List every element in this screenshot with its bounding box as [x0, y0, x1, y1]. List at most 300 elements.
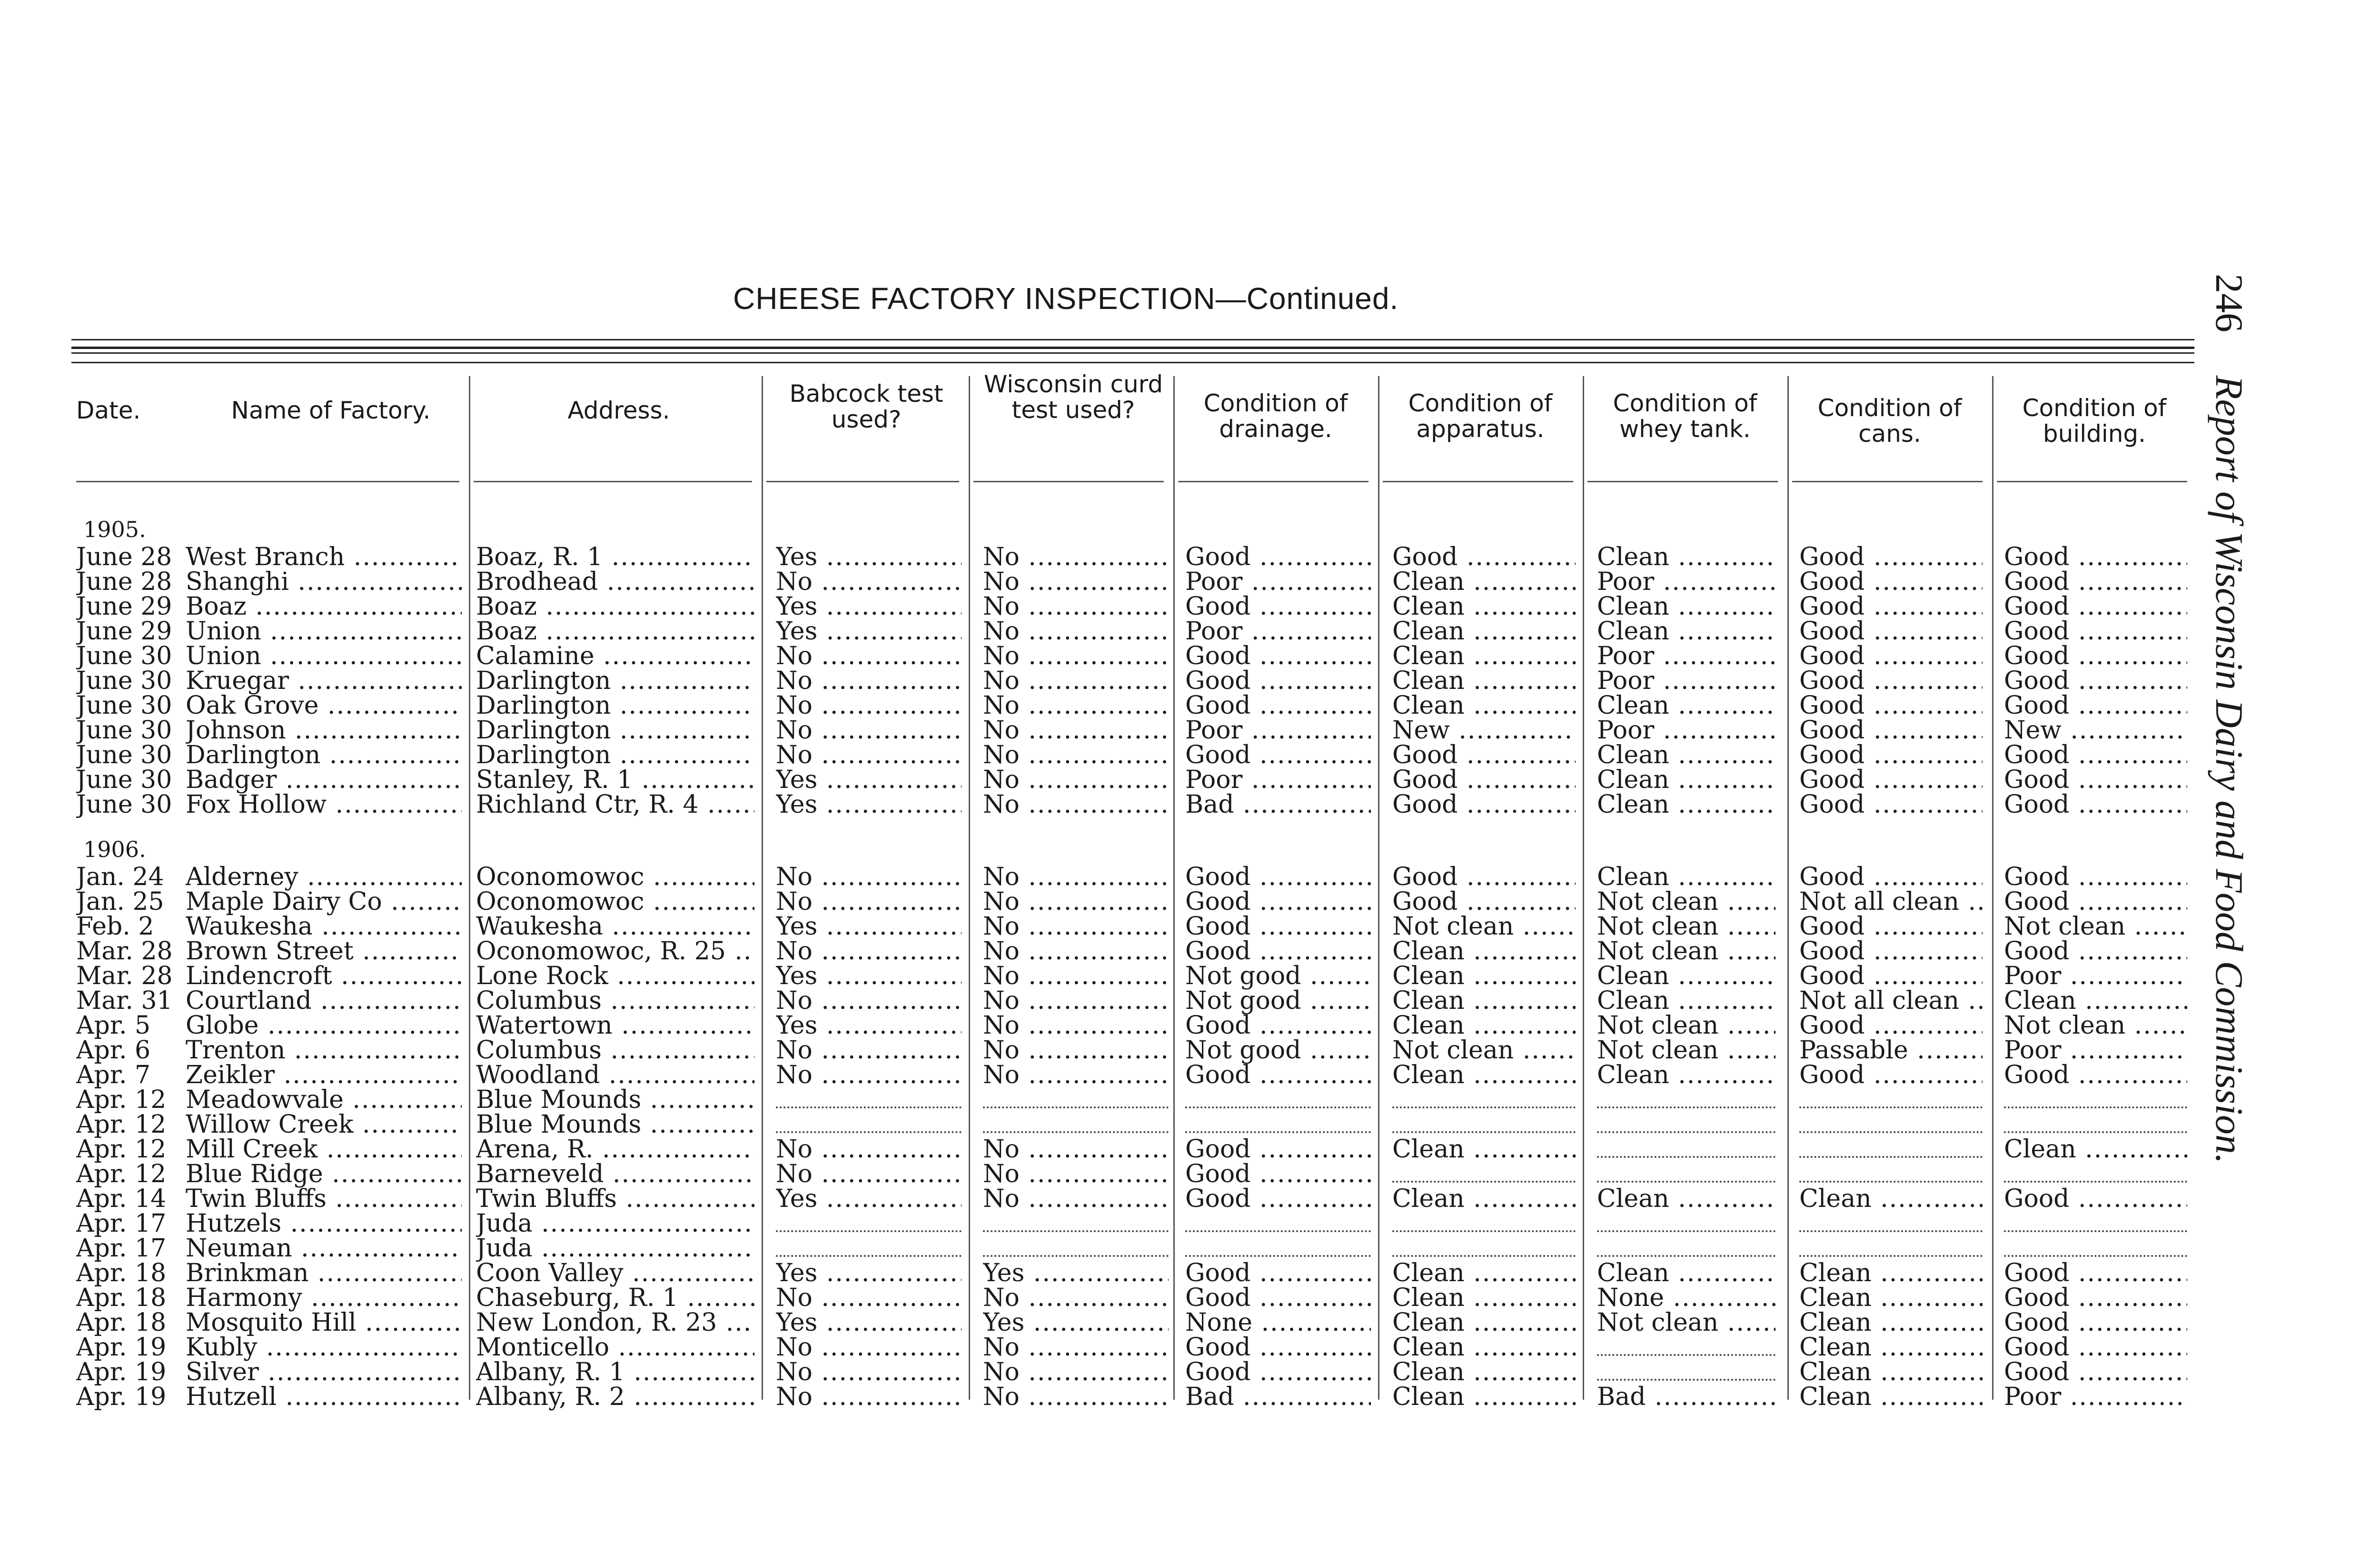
cell-whey: Bad ..... [1597, 1383, 1775, 1411]
cell-name: Alderney ..... [186, 863, 462, 891]
cell-apparatus: Clean ..... [1392, 1383, 1576, 1411]
cell-cans: Good ..... [1799, 568, 1983, 596]
table-row [0, 863, 2213, 891]
cell-date: Apr. 14 [76, 1185, 167, 1213]
cell-apparatus: Clean ..... [1392, 1011, 1576, 1040]
cell-name: Kubly ..... [186, 1333, 462, 1362]
cell-date: Apr. 17 [76, 1234, 167, 1263]
table-row [0, 1234, 2213, 1263]
cell-curd [983, 1086, 1169, 1108]
cell-name: Darlington ..... [186, 741, 462, 769]
cell-babcock: Yes ..... [776, 1308, 962, 1337]
cell-cans: Passable ..... [1799, 1036, 1983, 1065]
cell-building: Good ..... [2004, 1259, 2187, 1287]
cell-apparatus: Not clean ..... [1392, 1036, 1576, 1065]
cell-building: Good ..... [2004, 1185, 2187, 1213]
cell-babcock: No ..... [776, 568, 962, 596]
cell-apparatus [1392, 1209, 1576, 1232]
cell-date: Jan. 25 [76, 887, 164, 916]
cell-curd [983, 1234, 1169, 1257]
cell-babcock: No ..... [776, 1358, 962, 1386]
cell-date: Apr. 18 [76, 1308, 167, 1337]
table-row [0, 592, 2213, 621]
cell-curd: No ..... [983, 1160, 1169, 1188]
table-row [0, 1185, 2213, 1213]
cell-name: Harmony ..... [186, 1284, 462, 1312]
cell-cans: Not all clean ..... [1799, 986, 1983, 1015]
cell-date: Apr. 17 [76, 1209, 167, 1238]
cell-drainage: Good ..... [1185, 1333, 1371, 1362]
cell-building: Good ..... [2004, 592, 2187, 621]
cell-date: Apr. 12 [76, 1160, 167, 1188]
cell-drainage: Good ..... [1185, 741, 1371, 769]
cell-cans: Clean ..... [1799, 1284, 1983, 1312]
cell-drainage: Poor ..... [1185, 716, 1371, 745]
cell-drainage: Good ..... [1185, 937, 1371, 966]
table-row [0, 1036, 2213, 1065]
column-header: Name of Factory. [231, 397, 431, 424]
cell-date: Apr. 12 [76, 1086, 167, 1114]
cell-building: Poor ..... [2004, 1383, 2187, 1411]
cell-name: Courtland ..... [186, 986, 462, 1015]
cell-date: Mar. 31 [76, 986, 173, 1015]
cell-whey: Clean ..... [1597, 766, 1775, 794]
cell-apparatus: Clean ..... [1392, 986, 1576, 1015]
cell-whey: Poor ..... [1597, 642, 1775, 670]
cell-babcock: No ..... [776, 716, 962, 745]
cell-drainage [1185, 1234, 1371, 1257]
table-row [0, 887, 2213, 916]
cell-whey: Not clean ..... [1597, 887, 1775, 916]
cell-cans: Good ..... [1799, 1011, 1983, 1040]
cell-curd: No ..... [983, 790, 1169, 819]
cell-date: Mar. 28 [76, 937, 173, 966]
cell-whey: Clean ..... [1597, 790, 1775, 819]
cell-date: June 30 [76, 691, 172, 720]
cell-apparatus: Not clean ..... [1392, 912, 1576, 941]
cell-babcock [776, 1209, 962, 1232]
table-row [0, 667, 2213, 695]
cell-babcock [776, 1110, 962, 1133]
cell-cans: Good ..... [1799, 741, 1983, 769]
cell-building: Good ..... [2004, 887, 2187, 916]
cell-date: Jan. 24 [76, 863, 164, 891]
header-rule [71, 352, 2194, 354]
cell-name: Brinkman ..... [186, 1259, 462, 1287]
year-label: 1905. [83, 517, 146, 542]
cell-drainage: Not good ..... [1185, 986, 1371, 1015]
cell-building: Good ..... [2004, 667, 2187, 695]
cell-apparatus [1392, 1110, 1576, 1133]
cell-cans: Good ..... [1799, 863, 1983, 891]
cell-date: Apr. 12 [76, 1135, 167, 1164]
cell-apparatus: Clean ..... [1392, 568, 1576, 596]
cell-date: Apr. 19 [76, 1333, 167, 1362]
cell-cans: Clean ..... [1799, 1333, 1983, 1362]
column-header: Address. [567, 397, 670, 424]
cell-whey [1597, 1358, 1775, 1381]
cell-apparatus [1392, 1160, 1576, 1183]
cell-building: Clean ..... [2004, 1135, 2187, 1164]
cell-cans: Good ..... [1799, 667, 1983, 695]
cell-cans: Good ..... [1799, 1061, 1983, 1089]
cell-address: Columbus ..... [476, 986, 754, 1015]
cell-name: West Branch ..... [186, 543, 462, 571]
cell-address: Oconomowoc ..... [476, 863, 754, 891]
cell-drainage: Good ..... [1185, 912, 1371, 941]
cell-date: Apr. 18 [76, 1259, 167, 1287]
cell-babcock: No ..... [776, 1036, 962, 1065]
column-header: Babcock test used? [789, 380, 943, 433]
table-row [0, 1135, 2213, 1164]
header-rule [71, 347, 2194, 349]
table-row [0, 1061, 2213, 1089]
cell-whey: Clean ..... [1597, 617, 1775, 646]
cell-apparatus [1392, 1234, 1576, 1257]
cell-building: Good ..... [2004, 766, 2187, 794]
cell-building: Not clean ..... [2004, 1011, 2187, 1040]
cell-curd: No ..... [983, 986, 1169, 1015]
header-underline [1383, 481, 1573, 482]
cell-address: Barneveld ..... [476, 1160, 754, 1188]
cell-apparatus: Clean ..... [1392, 592, 1576, 621]
cell-name: Oak Grove ..... [186, 691, 462, 720]
cell-whey [1597, 1333, 1775, 1356]
cell-apparatus: Good ..... [1392, 543, 1576, 571]
cell-address: Twin Bluffs ..... [476, 1185, 754, 1213]
cell-drainage: Poor ..... [1185, 568, 1371, 596]
cell-drainage: Not good ..... [1185, 1036, 1371, 1065]
cell-name: Willow Creek ..... [186, 1110, 462, 1139]
cell-whey [1597, 1234, 1775, 1257]
cell-cans: Clean ..... [1799, 1259, 1983, 1287]
cell-address: Darlington ..... [476, 667, 754, 695]
cell-drainage: Good ..... [1185, 1160, 1371, 1188]
cell-babcock: No ..... [776, 667, 962, 695]
cell-curd: No ..... [983, 568, 1169, 596]
cell-address: Waukesha ..... [476, 912, 754, 941]
cell-drainage: Bad ..... [1185, 1383, 1371, 1411]
table-row [0, 962, 2213, 990]
cell-apparatus: Good ..... [1392, 766, 1576, 794]
cell-apparatus: Good ..... [1392, 863, 1576, 891]
cell-babcock: No ..... [776, 691, 962, 720]
cell-babcock: Yes ..... [776, 592, 962, 621]
cell-drainage: Good ..... [1185, 667, 1371, 695]
cell-babcock: No ..... [776, 1061, 962, 1089]
cell-name: Johnson ..... [186, 716, 462, 745]
cell-curd: No ..... [983, 667, 1169, 695]
cell-cans: Clean ..... [1799, 1358, 1983, 1386]
cell-babcock: Yes ..... [776, 1259, 962, 1287]
cell-cans [1799, 1160, 1983, 1183]
cell-curd: No ..... [983, 642, 1169, 670]
header-underline [1997, 481, 2187, 482]
cell-name: Shanghi ..... [186, 568, 462, 596]
cell-cans: Good ..... [1799, 642, 1983, 670]
cell-date: June 30 [76, 667, 172, 695]
cell-name: Meadowvale ..... [186, 1086, 462, 1114]
year-label: 1906. [83, 837, 146, 862]
cell-babcock: No ..... [776, 986, 962, 1015]
cell-babcock: No ..... [776, 1333, 962, 1362]
cell-cans: Clean ..... [1799, 1308, 1983, 1337]
cell-apparatus: Clean ..... [1392, 642, 1576, 670]
column-header: Condition of building. [2022, 394, 2167, 448]
cell-cans: Clean ..... [1799, 1185, 1983, 1213]
cell-building: Poor ..... [2004, 1036, 2187, 1065]
cell-building: Good ..... [2004, 543, 2187, 571]
cell-apparatus: Clean ..... [1392, 1185, 1576, 1213]
column-header: Condition of drainage. [1203, 389, 1348, 443]
cell-address: Oconomowoc ..... [476, 887, 754, 916]
cell-apparatus: Clean ..... [1392, 937, 1576, 966]
table-row [0, 617, 2213, 646]
cell-name: Hutzels ..... [186, 1209, 462, 1238]
cell-building: Not clean ..... [2004, 912, 2187, 941]
cell-curd: No ..... [983, 1284, 1169, 1312]
cell-whey: None ..... [1597, 1284, 1775, 1312]
cell-babcock [776, 1234, 962, 1257]
cell-date: Feb. 2 [76, 912, 154, 941]
cell-address: Juda ..... [476, 1209, 754, 1238]
cell-whey: Clean ..... [1597, 1061, 1775, 1089]
cell-curd: Yes ..... [983, 1308, 1169, 1337]
table-row [0, 1308, 2213, 1337]
cell-drainage: Good ..... [1185, 1011, 1371, 1040]
cell-building [2004, 1086, 2187, 1108]
cell-address: Albany, R. 2 ..... [476, 1383, 754, 1411]
header-underline [1178, 481, 1368, 482]
cell-date: June 30 [76, 642, 172, 670]
cell-name: Fox Hollow ..... [186, 790, 462, 819]
cell-whey: Not clean ..... [1597, 1308, 1775, 1337]
cell-cans: Good ..... [1799, 543, 1983, 571]
cell-building: Good ..... [2004, 1284, 2187, 1312]
cell-curd: No ..... [983, 1135, 1169, 1164]
cell-apparatus: New ..... [1392, 716, 1576, 745]
cell-date: June 30 [76, 716, 172, 745]
cell-curd: Yes ..... [983, 1259, 1169, 1287]
cell-apparatus: Good ..... [1392, 790, 1576, 819]
running-title: Report of Wisconsin Dairy and Food Commission. [2208, 375, 2251, 1164]
cell-building: Good ..... [2004, 568, 2187, 596]
table-row [0, 1333, 2213, 1362]
cell-whey: Poor ..... [1597, 716, 1775, 745]
cell-apparatus [1392, 1086, 1576, 1108]
table-row [0, 986, 2213, 1015]
cell-address: Darlington ..... [476, 716, 754, 745]
cell-drainage: Good ..... [1185, 1259, 1371, 1287]
cell-date: June 28 [76, 568, 172, 596]
cell-whey: Clean ..... [1597, 691, 1775, 720]
cell-cans: Good ..... [1799, 716, 1983, 745]
cell-babcock: Yes ..... [776, 1185, 962, 1213]
cell-cans [1799, 1135, 1983, 1158]
cell-name: Boaz ..... [186, 592, 462, 621]
cell-address: Watertown ..... [476, 1011, 754, 1040]
cell-babcock: Yes ..... [776, 617, 962, 646]
cell-building: Good ..... [2004, 790, 2187, 819]
table-row [0, 741, 2213, 769]
cell-drainage: Good ..... [1185, 592, 1371, 621]
cell-curd: No ..... [983, 1061, 1169, 1089]
cell-apparatus: Clean ..... [1392, 667, 1576, 695]
table-row [0, 912, 2213, 941]
cell-drainage [1185, 1110, 1371, 1133]
page-number: 246 [2208, 274, 2251, 332]
cell-date: Apr. 19 [76, 1383, 167, 1411]
cell-babcock [776, 1086, 962, 1108]
cell-apparatus: Good ..... [1392, 887, 1576, 916]
cell-date: Mar. 28 [76, 962, 173, 990]
cell-apparatus: Clean ..... [1392, 691, 1576, 720]
cell-drainage: Good ..... [1185, 1185, 1371, 1213]
table-row [0, 790, 2213, 819]
cell-name: Mosquito Hill ..... [186, 1308, 462, 1337]
cell-babcock: No ..... [776, 642, 962, 670]
cell-cans: Not all clean ..... [1799, 887, 1983, 916]
cell-drainage [1185, 1209, 1371, 1232]
cell-address: Darlington ..... [476, 691, 754, 720]
cell-address: Chaseburg, R. 1 ..... [476, 1284, 754, 1312]
cell-whey: Not clean ..... [1597, 912, 1775, 941]
cell-whey: Not clean ..... [1597, 937, 1775, 966]
cell-cans: Good ..... [1799, 912, 1983, 941]
cell-apparatus: Clean ..... [1392, 1284, 1576, 1312]
cell-drainage: Good ..... [1185, 887, 1371, 916]
cell-drainage: Good ..... [1185, 1135, 1371, 1164]
cell-whey: Not clean ..... [1597, 1036, 1775, 1065]
cell-address: Darlington ..... [476, 741, 754, 769]
cell-curd: No ..... [983, 1036, 1169, 1065]
table-row [0, 1284, 2213, 1312]
cell-address: New London, R. 23 ..... [476, 1308, 754, 1337]
cell-name: Badger ..... [186, 766, 462, 794]
cell-babcock: Yes ..... [776, 962, 962, 990]
cell-building: Good ..... [2004, 863, 2187, 891]
cell-drainage: Bad ..... [1185, 790, 1371, 819]
table-row [0, 1086, 2213, 1114]
cell-whey: Poor ..... [1597, 568, 1775, 596]
page-title: CHEESE FACTORY INSPECTION—Continued. [733, 281, 1399, 316]
cell-curd [983, 1209, 1169, 1232]
cell-curd: No ..... [983, 1185, 1169, 1213]
cell-building: Good ..... [2004, 617, 2187, 646]
table-row [0, 1011, 2213, 1040]
header-underline [1792, 481, 1983, 482]
table-row [0, 568, 2213, 596]
cell-address: Albany, R. 1 ..... [476, 1358, 754, 1386]
cell-cans: Good ..... [1799, 962, 1983, 990]
cell-address: Boaz, R. 1 ..... [476, 543, 754, 571]
cell-babcock: No ..... [776, 1160, 962, 1188]
cell-curd [983, 1110, 1169, 1133]
cell-building [2004, 1234, 2187, 1257]
cell-whey: Clean ..... [1597, 962, 1775, 990]
cell-date: Apr. 19 [76, 1358, 167, 1386]
cell-curd: No ..... [983, 766, 1169, 794]
cell-whey [1597, 1160, 1775, 1183]
cell-address: Columbus ..... [476, 1036, 754, 1065]
cell-name: Blue Ridge ..... [186, 1160, 462, 1188]
cell-whey: Poor ..... [1597, 667, 1775, 695]
cell-address: Blue Mounds ..... [476, 1110, 754, 1139]
cell-curd: No ..... [983, 543, 1169, 571]
column-header: Wisconsin curd test used? [983, 370, 1163, 424]
cell-cans: Good ..... [1799, 592, 1983, 621]
cell-apparatus: Clean ..... [1392, 962, 1576, 990]
cell-apparatus: Good ..... [1392, 741, 1576, 769]
column-header: Date. [76, 397, 141, 424]
cell-name: Lindencroft ..... [186, 962, 462, 990]
cell-drainage: Good ..... [1185, 1284, 1371, 1312]
cell-apparatus: Clean ..... [1392, 1308, 1576, 1337]
cell-date: June 28 [76, 543, 172, 571]
cell-date: Apr. 12 [76, 1110, 167, 1139]
cell-name: Kruegar ..... [186, 667, 462, 695]
header-underline [76, 481, 459, 482]
cell-date: June 29 [76, 592, 172, 621]
cell-whey: Not clean ..... [1597, 1011, 1775, 1040]
table-row [0, 543, 2213, 571]
table-row [0, 766, 2213, 794]
cell-address: Oconomowoc, R. 25 ..... [476, 937, 754, 966]
cell-cans: Good ..... [1799, 766, 1983, 794]
column-header: Condition of whey tank. [1613, 389, 1757, 443]
cell-building: Good ..... [2004, 1333, 2187, 1362]
column-header: Condition of apparatus. [1408, 389, 1553, 443]
cell-address: Juda ..... [476, 1234, 754, 1263]
cell-curd: No ..... [983, 863, 1169, 891]
cell-name: Waukesha ..... [186, 912, 462, 941]
cell-address: Stanley, R. 1 ..... [476, 766, 754, 794]
cell-building: Good ..... [2004, 691, 2187, 720]
header-underline [1587, 481, 1778, 482]
cell-building: Good ..... [2004, 1358, 2187, 1386]
column-header: Condition of cans. [1817, 394, 1962, 448]
cell-babcock: Yes ..... [776, 1011, 962, 1040]
cell-curd: No ..... [983, 1011, 1169, 1040]
cell-babcock: No ..... [776, 887, 962, 916]
table-row [0, 937, 2213, 966]
cell-cans: Clean ..... [1799, 1383, 1983, 1411]
cell-date: Apr. 6 [76, 1036, 151, 1065]
cell-whey: Clean ..... [1597, 592, 1775, 621]
cell-babcock: Yes ..... [776, 766, 962, 794]
cell-whey [1597, 1110, 1775, 1133]
cell-babcock: Yes ..... [776, 543, 962, 571]
cell-whey [1597, 1209, 1775, 1232]
cell-curd: No ..... [983, 716, 1169, 745]
cell-curd: No ..... [983, 962, 1169, 990]
table-row [0, 1160, 2213, 1188]
header-rule [71, 339, 2194, 340]
cell-babcock: Yes ..... [776, 912, 962, 941]
cell-apparatus: Clean ..... [1392, 1259, 1576, 1287]
cell-building: Good ..... [2004, 642, 2187, 670]
cell-address: Richland Ctr, R. 4 ..... [476, 790, 754, 819]
cell-date: Apr. 7 [76, 1061, 151, 1089]
cell-name: Brown Street ..... [186, 937, 462, 966]
cell-whey: Clean ..... [1597, 986, 1775, 1015]
cell-address: Brodhead ..... [476, 568, 754, 596]
cell-date: Apr. 18 [76, 1284, 167, 1312]
cell-cans [1799, 1234, 1983, 1257]
cell-name: Trenton ..... [186, 1036, 462, 1065]
cell-curd: No ..... [983, 617, 1169, 646]
cell-drainage: Good ..... [1185, 642, 1371, 670]
